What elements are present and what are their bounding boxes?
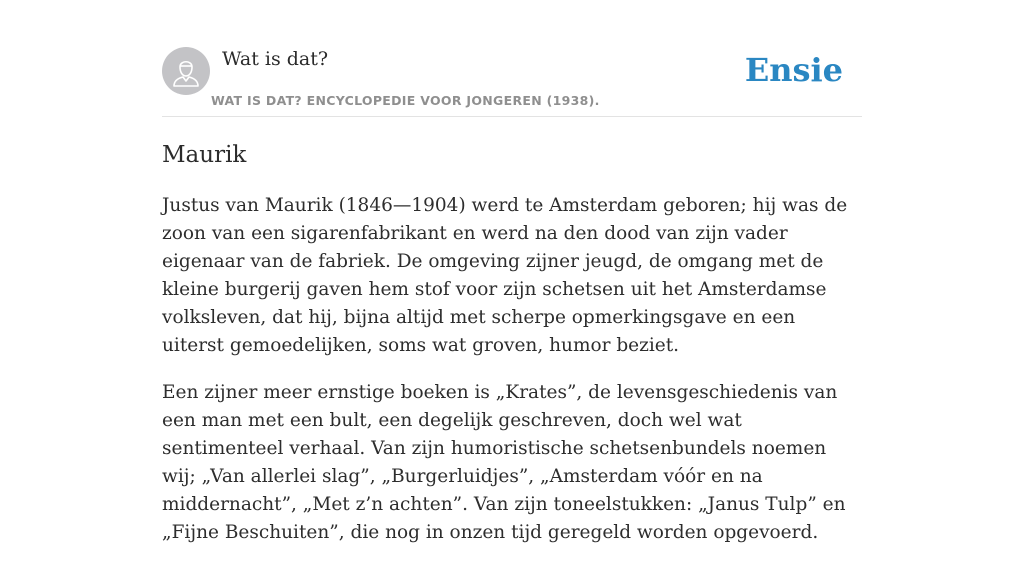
paragraph: Justus van Maurik (1846—1904) werd te Amsterdam geboren; hij was de zoon van een sigarenfabrikant en werd na den dood van zijn vader eigenaar van de fabriek. De omgeving zijner jeugd, de omgang met de kleine burgerij gaven hem stof voor zijn schetsen uit het Amsterdamse volksleven, dat hij, bijna altijd met scherpe opmerkingsgave en een uiterst gemoedelijken, soms wat groven, humor beziet. (162, 195, 848, 356)
article-title: Maurik (162, 142, 247, 168)
source-header (162, 46, 862, 117)
brand-logo[interactable]: Ensie (744, 51, 843, 89)
paragraph: Een zijner meer ernstige boeken is „Krates”, de levensgeschiedenis van een man met een bult, een degelijk geschreven, doch wel wat sentimenteel verhaal. Van zijn humoristische schetsenbundels noemen wij; „Van allerlei slag”, „Burgerluidjes”, „Amsterdam vóór en na middernacht”, „Met z’n achten”. Van zijn toneelstukken: „Janus Tulp” en „Fijne Beschuiten”, die nog in onzen tijd geregeld worden opgevoerd. (162, 382, 846, 543)
article-body (162, 192, 862, 566)
user-icon[interactable] (162, 47, 210, 95)
source-title[interactable]: Wat is dat? (222, 48, 329, 70)
source-subtitle: WAT IS DAT? ENCYCLOPEDIE VOOR JONGEREN (1938). (211, 93, 600, 108)
